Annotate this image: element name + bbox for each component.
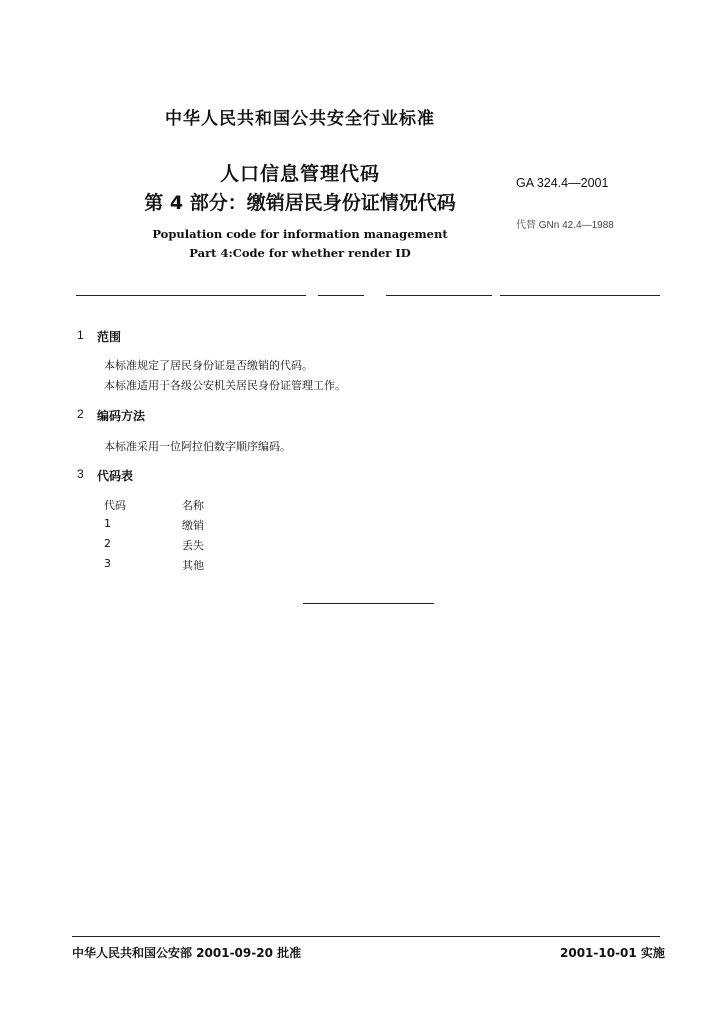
code-table-header-name: 名称	[182, 499, 204, 512]
standard-org-heading: 中华人民共和国公共安全行业标准	[165, 109, 435, 129]
footer-divider	[72, 936, 660, 937]
section-3-title: 代码表	[97, 469, 134, 483]
english-title-line-1: Population code for information management	[152, 227, 448, 241]
table-row-name: 丢失	[182, 539, 204, 552]
table-row-code: 3	[104, 557, 111, 570]
implementation-date: 2001-10-01 实施	[560, 946, 665, 960]
english-title-line-2: Part 4:Code for whether render ID	[189, 246, 411, 260]
title-line-2: 第 4 部分：缴销居民身份证情况代码	[144, 192, 456, 214]
replaces-standard: 代替 GNn 42.4—1988	[516, 220, 614, 231]
section-1-paragraph-1: 本标准规定了居民身份证是否缴销的代码。	[104, 359, 313, 372]
section-1-paragraph-2: 本标准适用于各级公安机关居民身份证管理工作。	[104, 379, 346, 392]
table-row-name: 其他	[182, 559, 204, 572]
table-row-code: 1	[104, 517, 111, 530]
section-2-title: 编码方法	[97, 409, 146, 423]
section-2-paragraph-1: 本标准采用一位阿拉伯数字顺序编码。	[104, 440, 291, 453]
section-3-number: 3	[77, 467, 84, 481]
section-1-number: 1	[77, 328, 84, 342]
table-row-code: 2	[104, 537, 111, 550]
section-1-title: 范围	[97, 330, 122, 344]
standard-number: GA 324.4—2001	[516, 176, 609, 190]
section-2-number: 2	[77, 407, 84, 421]
code-table-header-code: 代码	[104, 499, 126, 512]
end-of-text-rule	[303, 603, 434, 604]
approval-date: 中华人民共和国公安部 2001-09-20 批准	[72, 946, 302, 960]
table-row-name: 缴销	[182, 519, 204, 532]
title-line-1: 人口信息管理代码	[219, 163, 380, 185]
